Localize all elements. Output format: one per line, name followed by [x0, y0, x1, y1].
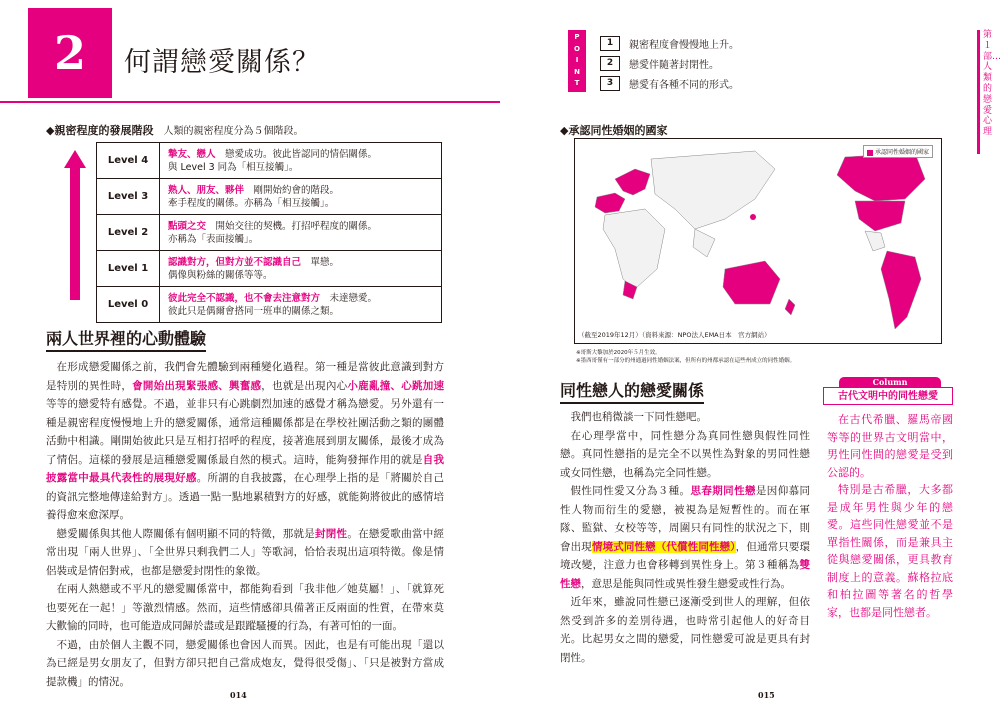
chapter-title: 何謂戀愛關係？ [124, 47, 320, 78]
stage-desc [160, 143, 442, 179]
left-body [46, 358, 444, 691]
section-side-tab [977, 30, 999, 154]
paragraph: 在兩人熱戀或不平凡的戀愛關係當中，都能夠看到「我非他／她莫屬！」、「就算死也要死在一起！」等激烈情感。然而，這些情感卻具備著正反兩面的性質，在帶來莫大歡愉的同時，也可能造成同歸於盡或是跟蹤騷擾的行為，有著可怕的一面。 [46, 583, 444, 632]
stage-level: Level 1 [97, 251, 160, 287]
side-tab-label: 第１部…人類的戀愛心理 [983, 30, 1001, 138]
page-number: 015 [758, 690, 775, 700]
point-item [600, 33, 739, 53]
column-title: 古代文明中的同性戀愛 [823, 387, 953, 405]
paragraph: 我們也稍微談一下同性戀吧。 [570, 411, 707, 423]
stage-text: 剛開始約會的階段。 [244, 184, 340, 196]
paragraph: 近年來，雖說同性戀已逐漸受到世人的理解，但依然受到許多的差別待遇，也時常引起他人的好奇目光。比起男女之間的戀愛，同性戀愛可說是更具有封閉性。 [560, 596, 810, 664]
stage-level: Level 0 [97, 287, 160, 323]
point-number: 3 [600, 76, 620, 91]
section-heading: 兩人世界裡的心動體驗 [46, 326, 206, 352]
stage-row [97, 215, 442, 251]
column-paragraph: 在古代希臘、羅馬帝國等等的世界古文明當中，男性同性間的戀愛是受到公認的。 [827, 413, 953, 479]
legend-swatch [867, 150, 873, 156]
stage-desc [160, 179, 442, 215]
paragraph: 在心理學當中，同性戀分為真同性戀與假性同性戀。真同性戀指的是完全不以異性為對象的男同性戀或女同性戀，也稱為完全同性戀。 [560, 429, 810, 479]
left-page [0, 0, 500, 709]
map-source: （截至2019年12月）（資料來源：NPO法人EMA日本 官方網站） [578, 331, 771, 339]
point-label: P O I N T [568, 30, 586, 92]
right-page [500, 0, 999, 709]
stage-level: Level 3 [97, 179, 160, 215]
right-body [560, 408, 810, 667]
stage-text: 單戀。 [301, 256, 340, 268]
point-item [600, 53, 739, 73]
arrow-up-icon [64, 150, 86, 300]
page-number: 014 [230, 690, 247, 700]
point-number: 1 [600, 36, 620, 51]
map-heading: ◆承認同性婚姻的國家 [560, 124, 668, 137]
point-item [600, 73, 739, 93]
paragraph: 假性同性愛又分為３種。思春期同性戀是因仰慕同性人物而衍生的愛戀，被視為是短暫性的。而在軍隊、監獄、女校等等，周圍只有同性的狀況之下，則會出現情境式同性戀（代償性同性戀），但通常只要環境改變，注意力也會移轉到異性身上。第３種稱為雙性戀，意思是能與同性或異性發生戀愛或性行為。 [560, 485, 811, 590]
stage-desc [160, 215, 442, 251]
stage-text: 戀愛成功。彼此皆認同的情侶關係。 [215, 148, 378, 160]
point-number: 2 [600, 56, 620, 71]
stage-desc [160, 287, 442, 323]
map-notes [576, 349, 795, 365]
legend-label: 承認同性婚姻的國家 [874, 149, 929, 156]
chapter-number-box: 2 [28, 8, 112, 98]
stage-line2: 彼此只是偶爾會搭同一班車的關係之類。 [168, 305, 340, 317]
stage-line2: 偶像與粉絲的關係等等。 [168, 269, 273, 281]
paragraph: 戀愛關係與其他人際關係有個明顯不同的特徵，那就是封閉性。在戀愛歌曲當中經常出現「兩人世界」、「全世界只剩我們二人」等歌詞，恰恰表現出這項特徵。像是情侶裝或是情侶對戒，也都是戀愛封閉性的象徵。 [46, 527, 445, 577]
stage-key: 認識對方，但對方並不認識自己 [168, 256, 302, 268]
stages-heading-title: ◆親密程度的發展階段 [46, 124, 154, 137]
map-graphic [575, 139, 941, 343]
stage-key: 彼此完全不認識，也不會去注意對方 [168, 292, 321, 304]
stage-line2: 與 Level 3 同為「相互接觸」。 [168, 161, 299, 173]
stage-level: Level 2 [97, 215, 160, 251]
world-map [574, 138, 942, 344]
column-tab: Column [839, 377, 941, 387]
column-body [827, 411, 953, 621]
stage-text: 未達戀愛。 [320, 292, 378, 304]
paragraph: 在形成戀愛關係之前，我們會先體驗到兩種變化過程。第一種是當彼此意識到對方是特別的異性時，會開始出現緊張感、興奮感，也就是出現內心小鹿亂撞、心跳加速等等的戀愛特有感覺。不過，並非只有心跳劇烈加速的感覺才稱為戀愛。另外還有一種是親密程度慢慢地上升的戀愛關係，通常這種關係都是在學校社團活動之類的團體活動中相識。剛開始彼此只是互相打招呼的程度，接著進展到朋友關係，最後才成為了情侶。這樣的發展是這種戀愛關係最自然的模式。這時，能夠發揮作用的就是自我披露當中最具代表性的展現好感。所謂的自我披露，在心理學上指的是「將關於自己的資訊完整地傳達給對方」。透過一點一點地累積對方的好感，就能夠將彼此的感情培養得愈來愈深厚。 [46, 361, 445, 521]
section-heading: 同性戀人的戀愛關係 [560, 378, 704, 404]
stage-line2: 亦稱為「表面接觸」。 [168, 233, 259, 245]
column-paragraph: 特別是古希臘，大多都是成年男性與少年的戀愛。這些同性戀愛並不是單指性關係，而是兼具主從與戀愛關係，更具教育制度上的意義。蘇格拉底和柏拉圖等著名的哲學家，也都是同性戀者。 [827, 483, 953, 619]
point-list [600, 33, 739, 93]
note: ※哥斯大黎加於2020年５月生效。 [576, 350, 661, 356]
header-rule [0, 101, 500, 103]
stage-row [97, 251, 442, 287]
stages-heading [46, 122, 303, 138]
note: ※墨西哥僅有一部分的州通過同性婚姻法案，但所有的州都承認在這些州成立的同性婚姻。 [576, 358, 796, 364]
stages-heading-sub: 人類的親密程度分為５個階段。 [163, 126, 304, 137]
stage-line2: 牽手程度的關係。亦稱為「相互接觸」。 [168, 197, 335, 209]
paragraph: 不過，由於個人主觀不同，戀愛關係也會因人而異。因此，也是有可能出現「還以為已經是男女朋友了，但對方卻只把自己當成炮友，覺得很受傷」、「只是被對方當成提款機」的情況。 [46, 638, 444, 688]
stage-key: 摯友、戀人 [168, 148, 216, 160]
stage-table [96, 142, 442, 323]
map-legend [863, 145, 933, 158]
stage-key: 熟人、朋友、夥伴 [168, 184, 245, 196]
point-text: 親密程度會慢慢地上升。 [629, 39, 739, 51]
stage-text: 開始交往的契機。打招呼程度的關係。 [206, 220, 378, 232]
stage-key: 點頭之交 [168, 220, 207, 232]
stage-row [97, 179, 442, 215]
stage-row [97, 143, 442, 179]
point-text: 戀愛伴隨著封閉性。 [629, 59, 719, 71]
stage-desc [160, 251, 442, 287]
point-text: 戀愛有各種不同的形式。 [629, 79, 739, 91]
stage-level: Level 4 [97, 143, 160, 179]
stage-row [97, 287, 442, 323]
